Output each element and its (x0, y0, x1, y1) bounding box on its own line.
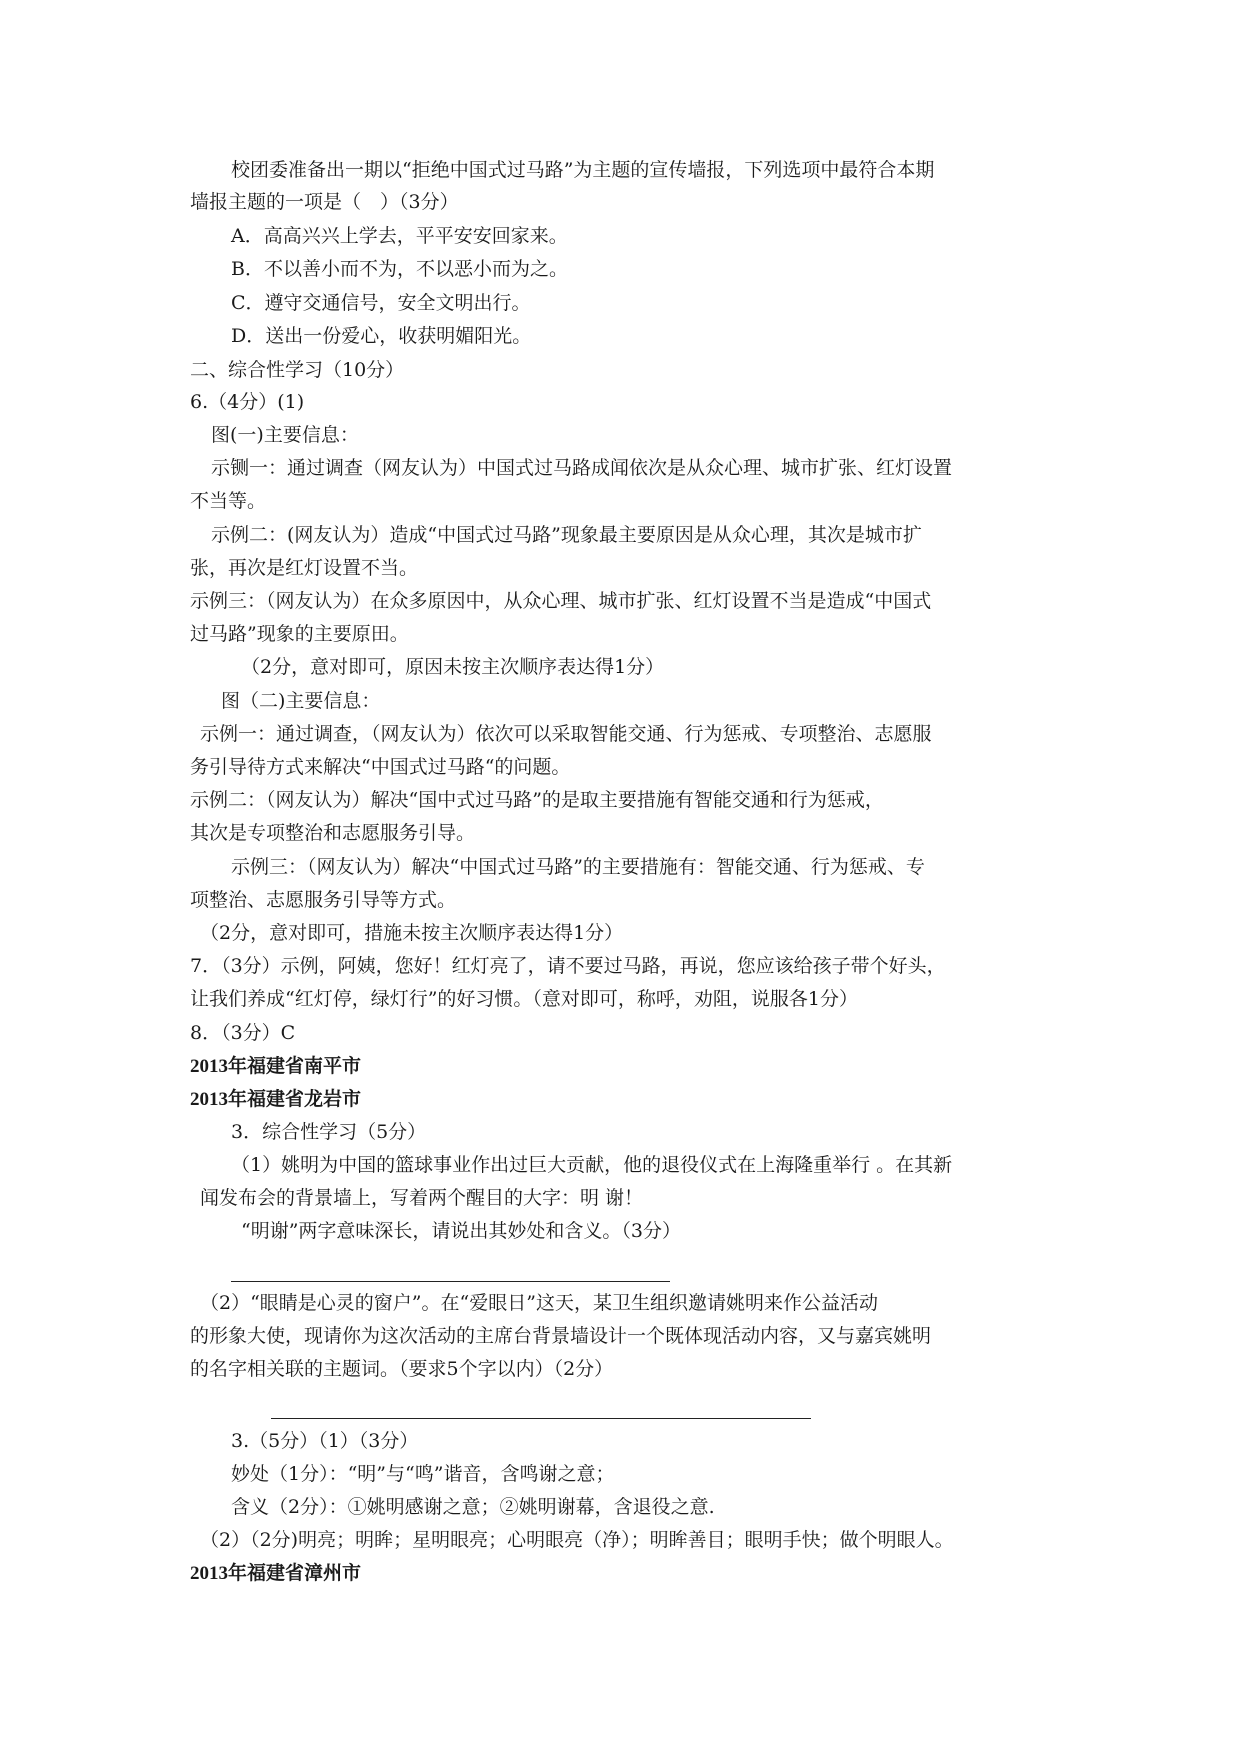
answer-blank-line (271, 1418, 811, 1419)
option-d: D．送出一份爱心，收获明媚阳光。 (231, 325, 532, 347)
answer-text: 图（二)主要信息： (221, 690, 381, 712)
question-stem: （2）“眼睛是心灵的窗户”。在“爱眼日”这天，某卫生组织邀请姚明来作公益活动 (200, 1292, 878, 1314)
answer-number: 3.（5分）（1）（3分） (231, 1430, 419, 1452)
question-stem: 闻发布会的背景墙上，写着两个醒目的大字：明 谢！ (200, 1187, 644, 1209)
region-heading: 2013年福建省漳州市 (190, 1563, 362, 1584)
answer-text: 示例二：(网友认为）造成“中国式过马路”现象最主要原因是从众心理，其次是城市扩 (211, 524, 922, 546)
answer-text: 含义（2分）：①姚明感谢之意；②姚明谢幕，含退役之意. (231, 1496, 715, 1518)
question-stem: “明谢”两字意味深长，请说出其妙处和含义。（3分） (241, 1220, 682, 1242)
answer-number: 6.（4分）(1) (190, 391, 305, 413)
answer-text: 过马路”现象的主要原田。 (190, 623, 409, 645)
answer-number: 8．（3分）C (190, 1022, 296, 1044)
question-stem: （1）姚明为中国的篮球事业作出过巨大贡献，他的退役仪式在上海隆重举行 。在其新 (231, 1154, 953, 1176)
question-stem: 校团委准备出一期以“拒绝中国式过马路”为主题的宣传墙报，下列选项中最符合本期 (231, 159, 935, 181)
answer-text: 示例二：（网友认为）解决“国中式过马路”的是取主要措施有智能交通和行为惩戒， (190, 789, 884, 811)
answer-text: （2）（2分)明亮；明眸；星明眼亮；心明眼亮（净）；明眸善目；眼明手快；做个明眼人。 (200, 1529, 954, 1551)
answer-text: 其次是专项整治和志愿服务引导。 (190, 822, 476, 844)
region-heading: 2013年福建省南平市 (190, 1056, 362, 1077)
answer-text: 示例三：（网友认为）解决“中国式过马路”的主要措施有：智能交通、行为惩戒、专 (231, 856, 925, 878)
scoring-note: （2分，意对即可，措施未按主次顺序表达得1分） (200, 922, 624, 944)
answer-text: 示例一：通过调查，（网友认为）依次可以采取智能交通、行为惩戒、专项整治、志愿服 (200, 723, 932, 745)
answer-text: 让我们养成“红灯停，绿灯行”的好习惯。（意对即可，称呼，劝阻，说服各1分） (190, 988, 859, 1010)
answer-text: 项整治、志愿服务引导等方式。 (190, 889, 457, 911)
answer-text: 妙处（1分）：“明”与“鸣”谐音，含鸣谢之意； (231, 1463, 615, 1485)
answer-text: 不当等。 (190, 490, 267, 512)
question-number: 3．综合性学习（5分） (231, 1121, 427, 1143)
option-c: C．遵守交通信号，安全文明出行。 (231, 292, 531, 314)
section-heading: 二、综合性学习（10分） (190, 359, 405, 381)
answer-text: 张，再次是红灯设置不当。 (190, 557, 419, 579)
answer-text: 示铡一：通过调查（网友认为）中国式过马路成闻依次是从众心理、城市扩张、红灯设置 (211, 457, 953, 479)
question-stem: 的形象大使，现请你为这次活动的主席台背景墙设计一个既体现活动内容，又与嘉宾姚明 (190, 1325, 932, 1347)
answer-blank-line (231, 1281, 670, 1282)
answer-text: 图(一)主要信息： (211, 424, 359, 446)
option-a: A．高高兴兴上学去，平平安安回家来。 (231, 225, 568, 247)
question-stem: 的名字相关联的主题词。（要求5个字以内）（2分） (190, 1358, 614, 1380)
option-b: B．不以善小而不为，不以恶小而为之。 (231, 258, 568, 280)
answer-number: 7．（3分）示例，阿姨，您好！红灯亮了，请不要过马路，再说，您应该给孩子带个好头， (190, 955, 946, 977)
answer-text: 示例三：（网友认为）在众多原因中，从众心理、城市扩张、红灯设置不当是造成“中国式 (190, 590, 932, 612)
answer-text: 务引导待方式来解决“中国式过马路“的问题。 (190, 756, 571, 778)
scoring-note: （2分，意对即可，原因未按主次顺序表达得1分） (241, 656, 665, 678)
region-heading: 2013年福建省龙岩市 (190, 1089, 362, 1110)
question-stem: 墙报主题的一项是（ ）（3分） (190, 191, 459, 213)
